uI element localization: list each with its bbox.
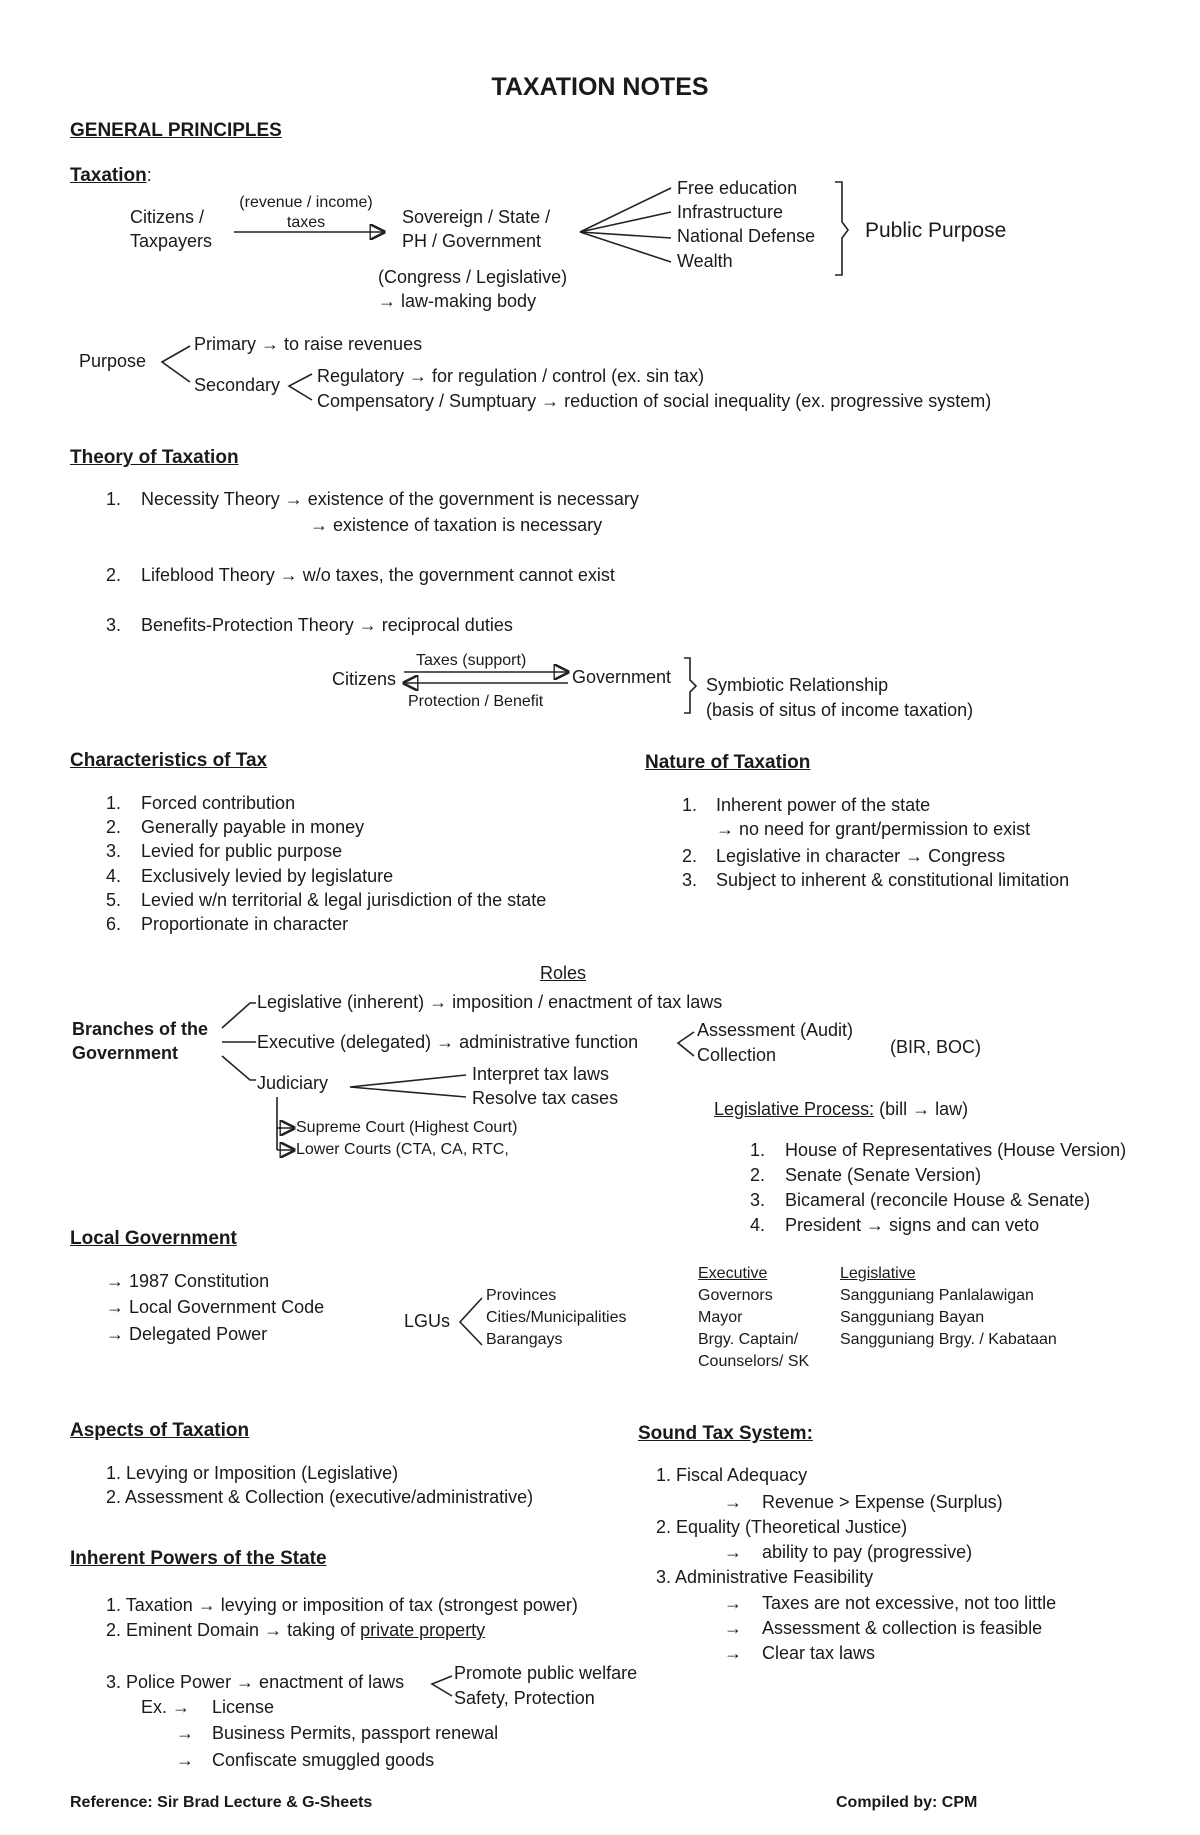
list-number: 2. [682, 846, 698, 866]
list-number: 6. [106, 914, 122, 934]
arrow-glyph: → [724, 1643, 742, 1663]
section-inherent-powers: Inherent Powers of the State [70, 1548, 327, 1569]
branches-label-2: Government [72, 1043, 179, 1063]
police-branch: Promote public welfare [454, 1663, 638, 1683]
list-number: 4. [106, 866, 122, 886]
example-item: Business Permits, passport renewal [212, 1723, 499, 1743]
list-number: 3. [750, 1190, 766, 1210]
taxpayers-label: Taxpayers [130, 231, 213, 251]
legislative-role: Legislative (inherent) → imposition / enactment of tax laws [257, 992, 723, 1012]
legislative-col-item: Sangguniang Bayan [840, 1309, 985, 1326]
fan-line [580, 212, 671, 232]
list-number: 1. [106, 793, 122, 813]
footer-compiled: Compiled by: CPM [836, 1794, 978, 1811]
sovereign-label: Sovereign / State / [402, 207, 551, 227]
list-item: Subject to inherent & constitutional limitation [716, 870, 1070, 890]
list-item: Levied for public purpose [141, 841, 343, 861]
executive-col-item: Counselors/ SK [698, 1353, 810, 1370]
list-item-sub: Assessment & collection is feasible [762, 1618, 1043, 1638]
diagram-taxes-label: Taxes (support) [416, 652, 527, 669]
example-label: Ex. → [141, 1697, 191, 1717]
lgu-type: Barangays [486, 1331, 563, 1348]
bir-boc-label: (BIR, BOC) [890, 1037, 982, 1057]
list-item: → 1987 Constitution [106, 1271, 270, 1291]
list-item: Lifeblood Theory → w/o taxes, the government cannot exist [141, 565, 615, 585]
secondary-purpose: Secondary [194, 375, 281, 395]
section-sound-tax: Sound Tax System: [638, 1423, 813, 1444]
legislative-col-heading: Legislative [840, 1265, 916, 1282]
list-item: President → signs and can veto [785, 1215, 1040, 1235]
list-item: House of Representatives (House Version) [785, 1140, 1127, 1160]
list-item: Bicameral (reconcile House & Senate) [785, 1190, 1091, 1210]
legislative-col-item: Sangguniang Panlalawigan [840, 1287, 1034, 1304]
branches-fork-bottom [222, 1056, 256, 1080]
list-item: → Delegated Power [106, 1324, 268, 1344]
list-item-sub: Clear tax laws [762, 1643, 876, 1663]
list-item-sub: → no need for grant/permission to exist [716, 819, 1031, 839]
arrow-glyph: → [724, 1618, 742, 1638]
list-number: 1. [682, 795, 698, 815]
list-number: 1. [106, 489, 122, 509]
diagram-government: Government [572, 667, 672, 687]
taxes-label: taxes [286, 214, 326, 231]
police-branch: Safety, Protection [454, 1688, 595, 1708]
list-item: Proportionate in character [141, 914, 349, 934]
symbiotic-label: Symbiotic Relationship [706, 675, 889, 695]
roles-heading: Roles [540, 963, 587, 983]
list-item: 1. Levying or Imposition (Legislative) [106, 1463, 399, 1483]
list-item: 1. Fiscal Adequacy [656, 1465, 808, 1485]
list-item: Benefits-Protection Theory → reciprocal duties [141, 615, 513, 635]
citizens-label: Citizens / [130, 207, 205, 227]
executive-fork [678, 1032, 694, 1056]
list-item: 2. Equality (Theoretical Justice) [656, 1517, 908, 1537]
list-number: 2. [750, 1165, 766, 1185]
list-item: 2. Eminent Domain → taking of private property [106, 1620, 486, 1640]
arrow-glyph: → [176, 1723, 194, 1743]
regulatory-purpose: Regulatory → for regulation / control (ex. sin tax) [317, 366, 705, 386]
list-item: Inherent power of the state [716, 795, 931, 815]
section-local-government: Local Government [70, 1228, 237, 1249]
government-label: PH / Government [402, 231, 542, 251]
list-item-sub: → existence of taxation is necessary [310, 515, 603, 535]
list-item: Necessity Theory → existence of the government is necessary [141, 489, 639, 509]
section-characteristics: Characteristics of Tax [70, 750, 268, 771]
congress-label: (Congress / Legislative) [378, 267, 568, 287]
list-number: 4. [750, 1215, 766, 1235]
arrow-glyph: → [724, 1542, 742, 1562]
fan-line [580, 188, 671, 232]
supreme-court-label: Supreme Court (Highest Court) [296, 1119, 518, 1136]
purpose-fork [162, 346, 190, 382]
executive-role: Executive (delegated) → administrative function [257, 1032, 639, 1052]
list-number: 1. [750, 1140, 766, 1160]
executive-col-heading: Executive [698, 1265, 768, 1282]
list-number: 3. [106, 841, 122, 861]
list-number: 3. [682, 870, 698, 890]
primary-purpose: Primary → to raise revenues [194, 334, 423, 354]
lgu-type: Cities/Municipalities [486, 1309, 627, 1326]
use-item: National Defense [677, 226, 816, 246]
public-purpose-label: Public Purpose [865, 219, 1007, 242]
section-general-principles: GENERAL PRINCIPLES [70, 120, 282, 141]
list-item: 2. Assessment & Collection (executive/administrative) [106, 1487, 534, 1507]
judiciary-role: Judiciary [257, 1073, 329, 1093]
list-item: Generally payable in money [141, 817, 365, 837]
list-item: 1. Taxation → levying or imposition of tax (strongest power) [106, 1595, 578, 1615]
lgu-fork [460, 1298, 482, 1345]
lgus-label: LGUs [404, 1311, 451, 1331]
diagram-citizens: Citizens [332, 669, 397, 689]
interpret-label: Interpret tax laws [472, 1064, 610, 1084]
branches-fork-top [222, 1003, 256, 1028]
legislative-col-item: Sangguniang Brgy. / Kabataan [840, 1331, 1057, 1348]
judiciary-fork [350, 1075, 466, 1097]
uses-brace [835, 182, 848, 275]
list-number: 5. [106, 890, 122, 910]
list-number: 2. [106, 817, 122, 837]
list-item: 3. Police Power → enactment of laws [106, 1672, 405, 1692]
section-aspects: Aspects of Taxation [70, 1420, 250, 1441]
section-theory: Theory of Taxation [70, 447, 239, 468]
use-item: Wealth [677, 251, 733, 271]
list-item-sub: Revenue > Expense (Surplus) [762, 1492, 1003, 1512]
footer-reference: Reference: Sir Brad Lecture & G-Sheets [70, 1794, 373, 1811]
list-item: Senate (Senate Version) [785, 1165, 982, 1185]
arrow-glyph: → [724, 1492, 742, 1512]
list-item: Forced contribution [141, 793, 296, 813]
example-item: License [212, 1697, 275, 1717]
list-item: 3. Administrative Feasibility [656, 1567, 874, 1587]
list-item-sub: ability to pay (progressive) [762, 1542, 973, 1562]
executive-col-item: Mayor [698, 1309, 743, 1326]
section-nature: Nature of Taxation [645, 752, 811, 773]
page-title: TAXATION NOTES [491, 73, 709, 101]
list-item-sub: Taxes are not excessive, not too little [762, 1593, 1057, 1613]
branches-label: Branches of the [72, 1019, 209, 1039]
secondary-fork [289, 374, 312, 400]
basis-label: (basis of situs of income taxation) [706, 700, 974, 720]
diagram-protection-label: Protection / Benefit [408, 693, 544, 710]
collection-label: Collection [697, 1045, 777, 1065]
symbiotic-brace [684, 658, 696, 713]
law-making-label: → law-making body [378, 291, 537, 311]
arrow-glyph: → [724, 1593, 742, 1613]
list-item: Legislative in character → Congress [716, 846, 1006, 866]
compensatory-purpose: Compensatory / Sumptuary → reduction of social inequality (ex. progressive system) [317, 391, 992, 411]
list-item: Exclusively levied by legislature [141, 866, 394, 886]
list-number: 2. [106, 565, 122, 585]
purpose-label: Purpose [79, 351, 147, 371]
lower-courts-label: Lower Courts (CTA, CA, RTC, [296, 1141, 509, 1158]
use-item: Free education [677, 178, 798, 198]
executive-col-item: Governors [698, 1287, 773, 1304]
use-item: Infrastructure [677, 202, 784, 222]
police-fork [432, 1676, 452, 1696]
list-item: → Local Government Code [106, 1297, 325, 1317]
legislative-process-heading: Legislative Process: (bill → law) [714, 1099, 969, 1119]
example-item: Confiscate smuggled goods [212, 1750, 435, 1770]
list-item: Levied w/n territorial & legal jurisdiction of the state [141, 890, 547, 910]
revenue-label: (revenue / income) [239, 194, 373, 211]
list-number: 3. [106, 615, 122, 635]
lgu-type: Provinces [486, 1287, 557, 1304]
arrow-glyph: → [176, 1750, 194, 1770]
assessment-label: Assessment (Audit) [697, 1020, 854, 1040]
taxation-heading: Taxation: [70, 165, 152, 186]
executive-col-item: Brgy. Captain/ [698, 1331, 799, 1348]
resolve-label: Resolve tax cases [472, 1088, 619, 1108]
